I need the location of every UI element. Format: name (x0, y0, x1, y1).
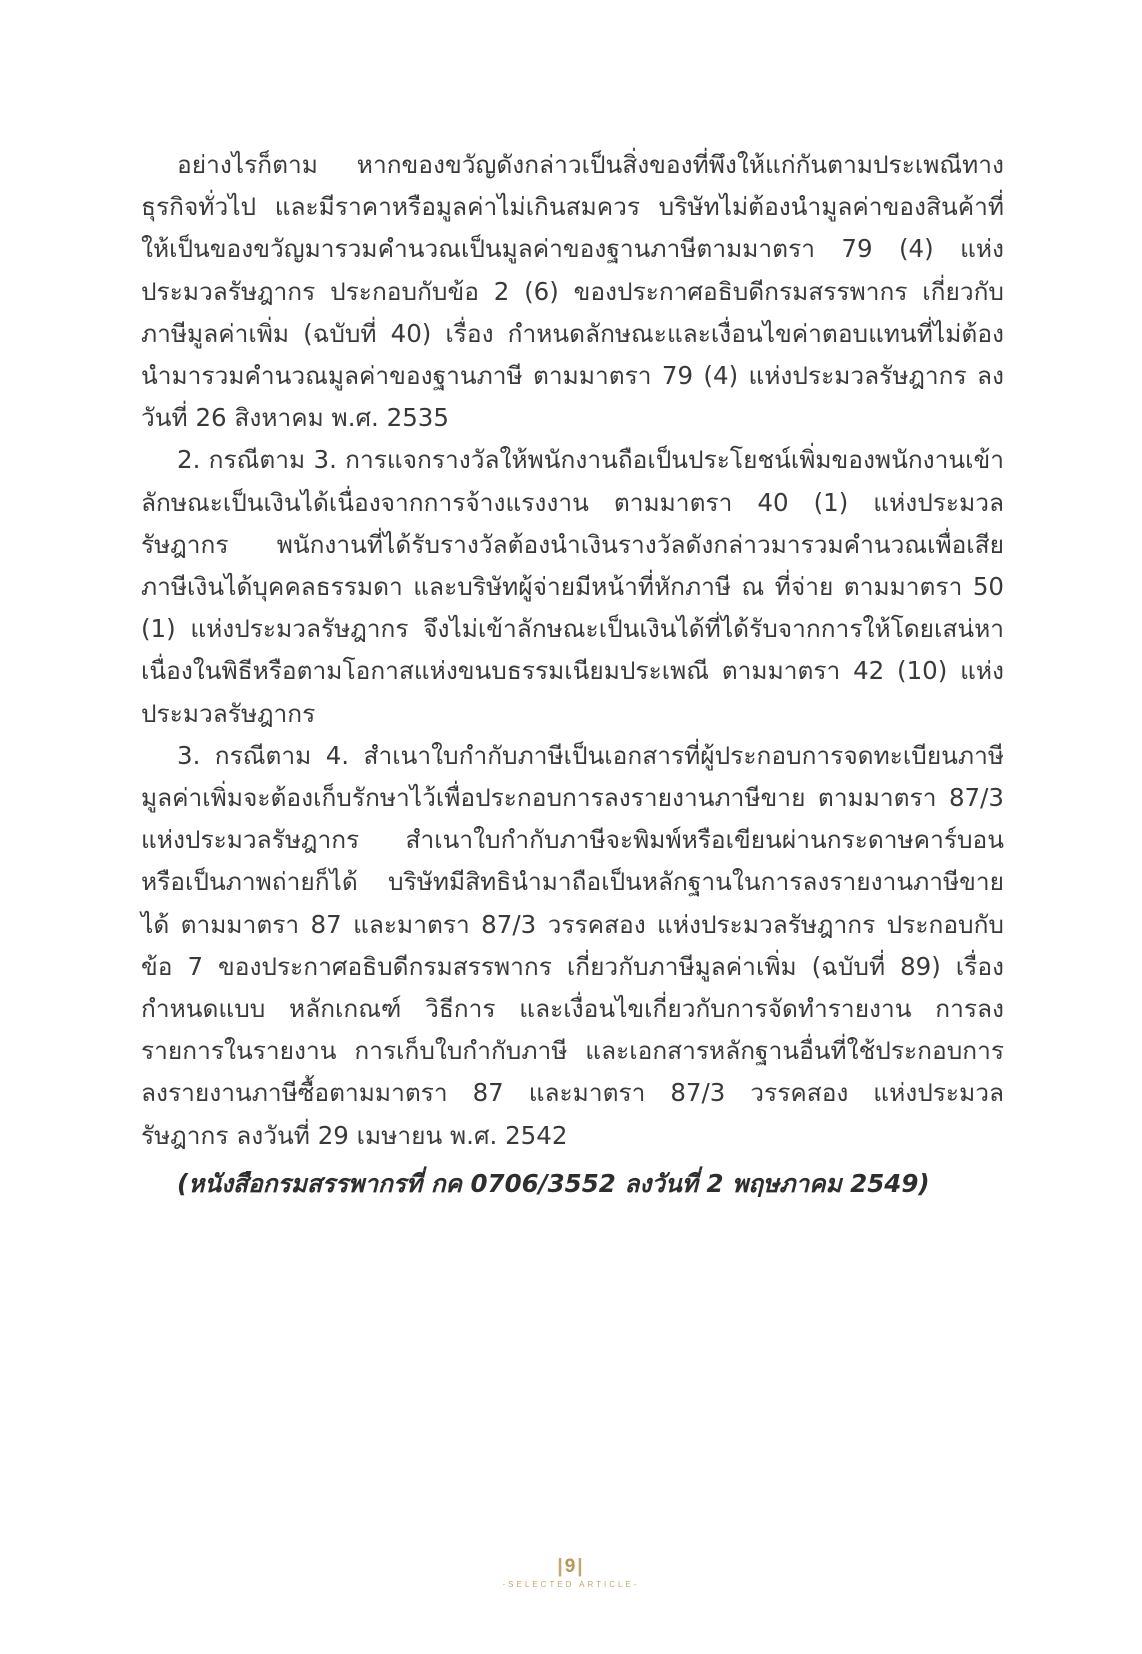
page-number (0, 1556, 1142, 1578)
paragraph-gift-vat: อย่างไรก็ตาม หากของขวัญดังกล่าวเป็นสิ่งของที่พึงให้แก่กันตามประเพณีทางธุรกิจทั่วไป และมีราคาหรือมูลค่าไม่เกินสมควร บริษัทไม่ต้องนำมูลค่าของสินค้าที่ให้เป็นของขวัญมารวมคำนวณเป็นมูลค่าของฐานภาษีตามมาตรา 79 (4) แห่งประมวลรัษฎากร ประกอบกับข้อ 2 (6) ของประกาศอธิบดีกรมสรรพากร เกี่ยวกับภาษีมูลค่าเพิ่ม (ฉบับที่ 40) เรื่อง กำหนดลักษณะและเงื่อนไขค่าตอบแทนที่ไม่ต้องนำมารวมคำนวณมูลค่าของฐานภาษี ตามมาตรา 79 (4) แห่งประมวลรัษฎากร ลงวันที่ 26 สิงหาคม พ.ศ. 2535 (141, 150, 1004, 433)
page-number-bar-right: | (577, 1556, 585, 1577)
page-number-bar-left: | (557, 1556, 565, 1577)
page-footer (0, 1556, 1142, 1589)
page-number-value: 9 (564, 1556, 578, 1577)
paragraph-tax-invoice-copy: 3. กรณีตาม 4. สำเนาใบกำกับภาษีเป็นเอกสารที่ผู้ประกอบการจดทะเบียนภาษีมูลค่าเพิ่มจะต้องเก็บรักษาไว้เพื่อประกอบการลงรายงานภาษีขาย ตามมาตรา 87/3 แห่งประมวลรัษฎากร สำเนาใบกำกับภาษีจะพิมพ์หรือเขียนผ่านกระดาษคาร์บอนหรือเป็นภาพถ่ายก็ได้ บริษัทมีสิทธินำมาถือเป็นหลักฐานในการลงรายงานภาษีขายได้ ตามมาตรา 87 และมาตรา 87/3 วรรคสอง แห่งประมวลรัษฎากร ประกอบกับข้อ 7 ของประกาศอธิบดีกรมสรรพากร เกี่ยวกับภาษีมูลค่าเพิ่ม (ฉบับที่ 89) เรื่อง กำหนดแบบ หลักเกณฑ์ วิธีการ และเงื่อนไขเกี่ยวกับการจัดทำรายงาน การลงรายการในรายงาน การเก็บใบกำกับภาษี และเอกสารหลักฐานอื่นที่ใช้ประกอบการลงรายงานภาษีซื้อตามมาตรา 87 และมาตรา 87/3 วรรคสอง แห่งประมวลรัษฎากร ลงวันที่ 29 เมษายน พ.ศ. 2542 (141, 740, 1004, 1150)
paragraph-employee-reward: 2. กรณีตาม 3. การแจกรางวัลให้พนักงานถือเป็นประโยชน์เพิ่มของพนักงานเข้าลักษณะเป็นเงินได้เนื่องจากการจ้างแรงงาน ตามมาตรา 40 (1) แห่งประมวลรัษฎากร พนักงานที่ได้รับรางวัลต้องนำเงินรางวัลดังกล่าวมารวมคำนวณเพื่อเสียภาษีเงินได้บุคคลธรรมดา และบริษัทผู้จ่ายมีหน้าที่หักภาษี ณ ที่จ่าย ตามมาตรา 50 (1) แห่งประมวลรัษฎากร จึงไม่เข้าลักษณะเป็นเงินได้ที่ได้รับจากการให้โดยเสน่หาเนื่องในพิธีหรือตามโอกาสแห่งขนบธรรมเนียมประเพณี ตามมาตรา 42 (10) แห่งประมวลรัษฎากร (141, 445, 1004, 728)
document-body (141, 144, 1004, 1205)
footer-section-label: -SELECTED ARTICLE- (502, 1580, 640, 1589)
reference-citation: (หนังสือกรมสรรพากรที่ กค 0706/3552 ลงวันที่ 2 พฤษภาคม 2549) (177, 1168, 930, 1198)
